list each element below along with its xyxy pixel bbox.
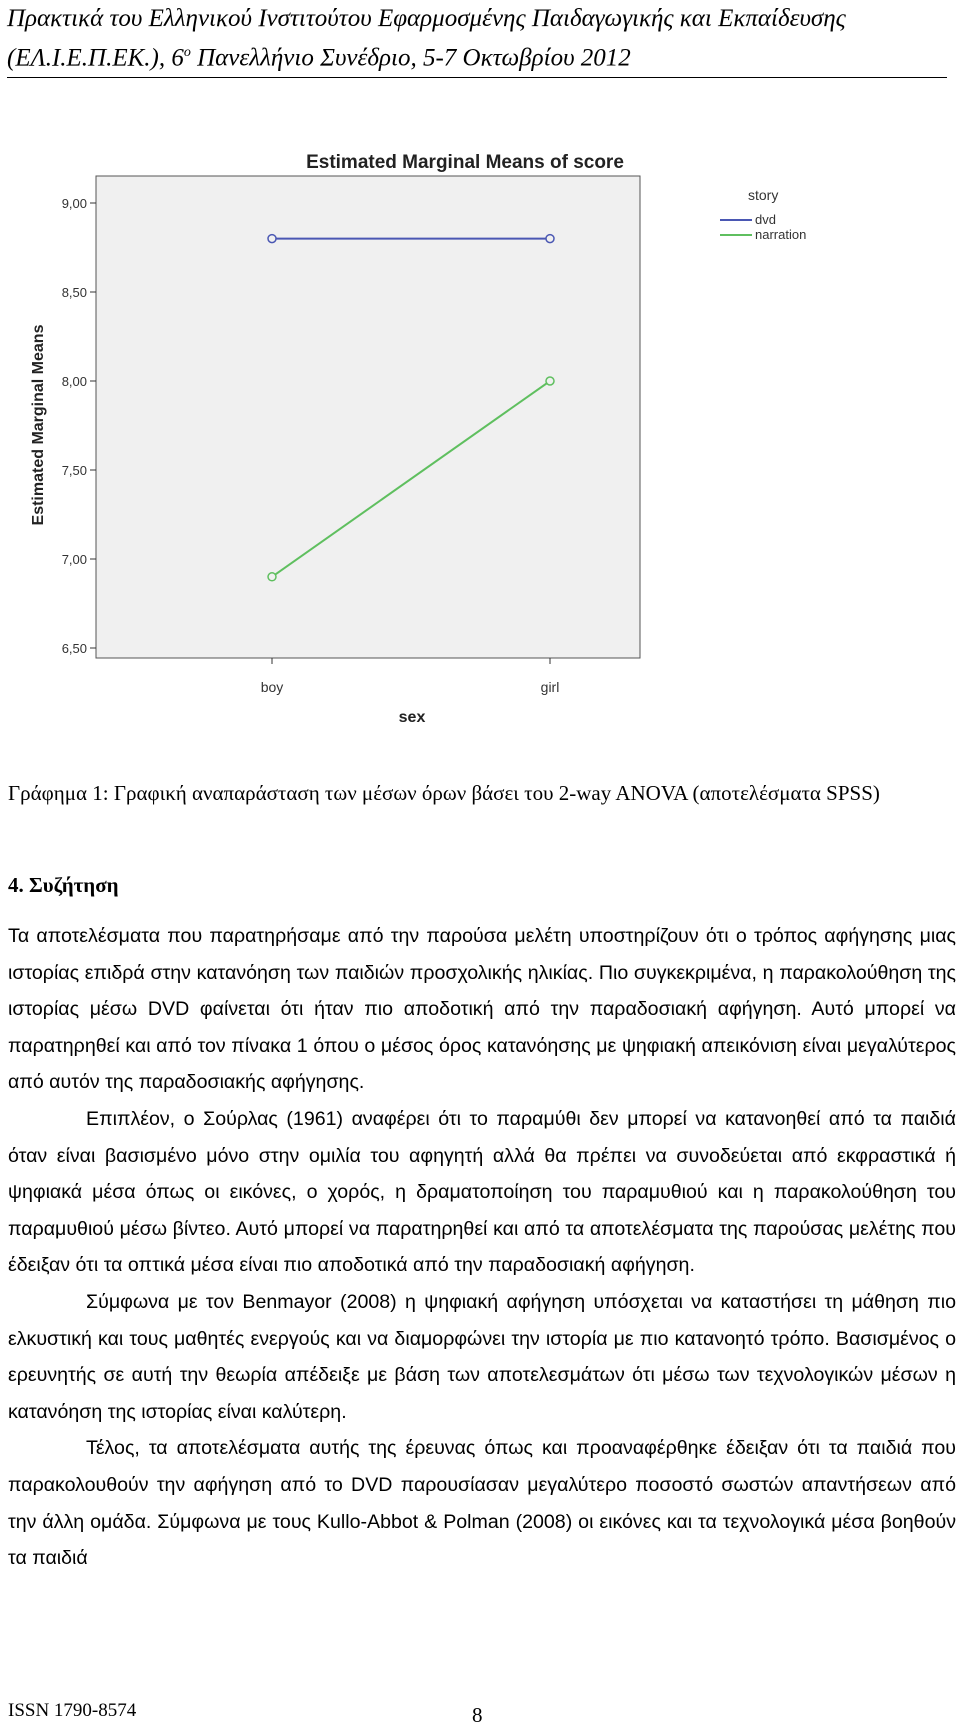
section-heading: 4. Συζήτηση xyxy=(8,873,119,897)
paragraph-3: Σύμφωνα με τον Benmayor (2008) η ψηφιακή αφήγηση υπόσχεται να καταστήσει τη μάθηση πιο ελκυστική και τους μαθητές ενεργούς και να διαμορφώνει την ιστορία με πιο κατανοητό τρόπο. Βασισμένος ο ερευνητής σε αυτή την θεωρία απέδειξε με βάση των αποτελεσμάτων ότι μέσω των τεχνολογικών μέσων η κατανόηση της ιστορίας είναι καλύτερη. xyxy=(8,1290,956,1423)
body-text xyxy=(8,918,956,1577)
header-superscript: ο xyxy=(183,45,191,60)
y-tick-label: 6,50 xyxy=(61,641,87,656)
figure-chart xyxy=(0,0,960,740)
y-tick-label: 9,00 xyxy=(61,196,87,211)
header-line-1: Πρακτικά του Ελληνικού Ινστιτούτου Εφαρμοσμένης Παιδαγωγικής και Εκπαίδευσης xyxy=(7,5,846,32)
data-point-dvd xyxy=(268,235,276,243)
y-axis-label: Estimated Marginal Means xyxy=(30,324,47,526)
y-tick-label: 8,00 xyxy=(61,374,87,389)
data-point-narration xyxy=(546,377,554,385)
paragraph-2: Επιπλέον, ο Σούρλας (1961) αναφέρει ότι το παραμύθι δεν μπορεί να κατανοηθεί από τα παιδιά όταν είναι βασισμένο μόνο στην ομιλία του αφηγητή αλλά θα πρέπει να συνοδεύεται από εκφραστικά ή ψηφιακά μέσα όπως οι εικόνες, ο χορός, η δραματοποίηση του παραμυθιού και η παρακολούθηση του παραμυθιού μέσω βίντεο. Αυτό μπορεί να παρατηρηθεί και από τα αποτελέσματα της παρούσας μελέτης που έδειξαν ότι τα οπτικά μέσα είναι πιο αποδοτικά από την παραδοσιακή αφήγηση. xyxy=(8,1107,956,1277)
header-line-2-prefix: (ΕΛ.Ι.Ε.Π.ΕΚ.), 6 xyxy=(7,44,184,72)
y-tick-label: 8,50 xyxy=(61,285,87,300)
figure-caption: Γράφημα 1: Γραφική αναπαράσταση των μέσων όρων βάσει του 2-way ANOVA (αποτελέσματα SPSS) xyxy=(8,781,880,805)
paragraph-4: Τέλος, τα αποτελέσματα αυτής της έρευνας όπως και προαναφέρθηκε έδειξαν ότι τα παιδιά που παρακολουθούν την αφήγηση από το DVD παρουσίασαν μεγαλύτερο ποσοστό σωστών απαντήσεων από την άλλη ομάδα. Σύμφωνα με τους Kullo-Abbot & Polman (2008) οι εικόνες και τα τεχνολογικά μέσα βοηθούν τα παιδιά xyxy=(8,1437,956,1570)
plot-area xyxy=(96,176,640,658)
y-tick-label: 7,00 xyxy=(61,552,87,567)
x-axis-label: sex xyxy=(398,709,426,726)
x-tick-label: girl xyxy=(540,679,560,695)
data-point-narration xyxy=(268,573,276,581)
footer-issn: ISSN 1790-8574 xyxy=(8,1700,137,1721)
data-point-dvd xyxy=(546,235,554,243)
y-tick-label: 7,50 xyxy=(61,463,87,478)
legend-title: story xyxy=(748,187,779,203)
legend-label-narration: narration xyxy=(755,227,807,242)
page-number: 8 xyxy=(472,1703,483,1727)
marginal-means-chart xyxy=(0,0,960,740)
header-line-2-suffix: Πανελλήνιο Συνέδριο, 5-7 Οκτωβρίου 2012 xyxy=(190,44,631,72)
x-tick-label: boy xyxy=(260,679,284,695)
chart-title: Estimated Marginal Means of score xyxy=(306,152,624,173)
legend-label-dvd: dvd xyxy=(755,212,776,227)
paragraph-1: Τα αποτελέσματα που παρατηρήσαμε από την παρούσα μελέτη υποστηρίζουν ότι ο τρόπος αφήγησης μιας ιστορίας επιδρά στην κατανόηση των παιδιών προσχολικής ηλικίας. Πιο συγκεκριμένα, η παρακολούθηση της ιστορίας μέσω DVD φαίνεται ότι ήταν πιο αποδοτική από την παραδοσιακή αφήγηση. Αυτό μπορεί να παρατηρηθεί και από τον πίνακα 1 όπου ο μέσος όρος κατανόησης με ψηφιακή απεικόνιση είναι μεγαλύτερος από αυτόν της παραδοσιακής αφήγησης. xyxy=(8,925,956,1094)
